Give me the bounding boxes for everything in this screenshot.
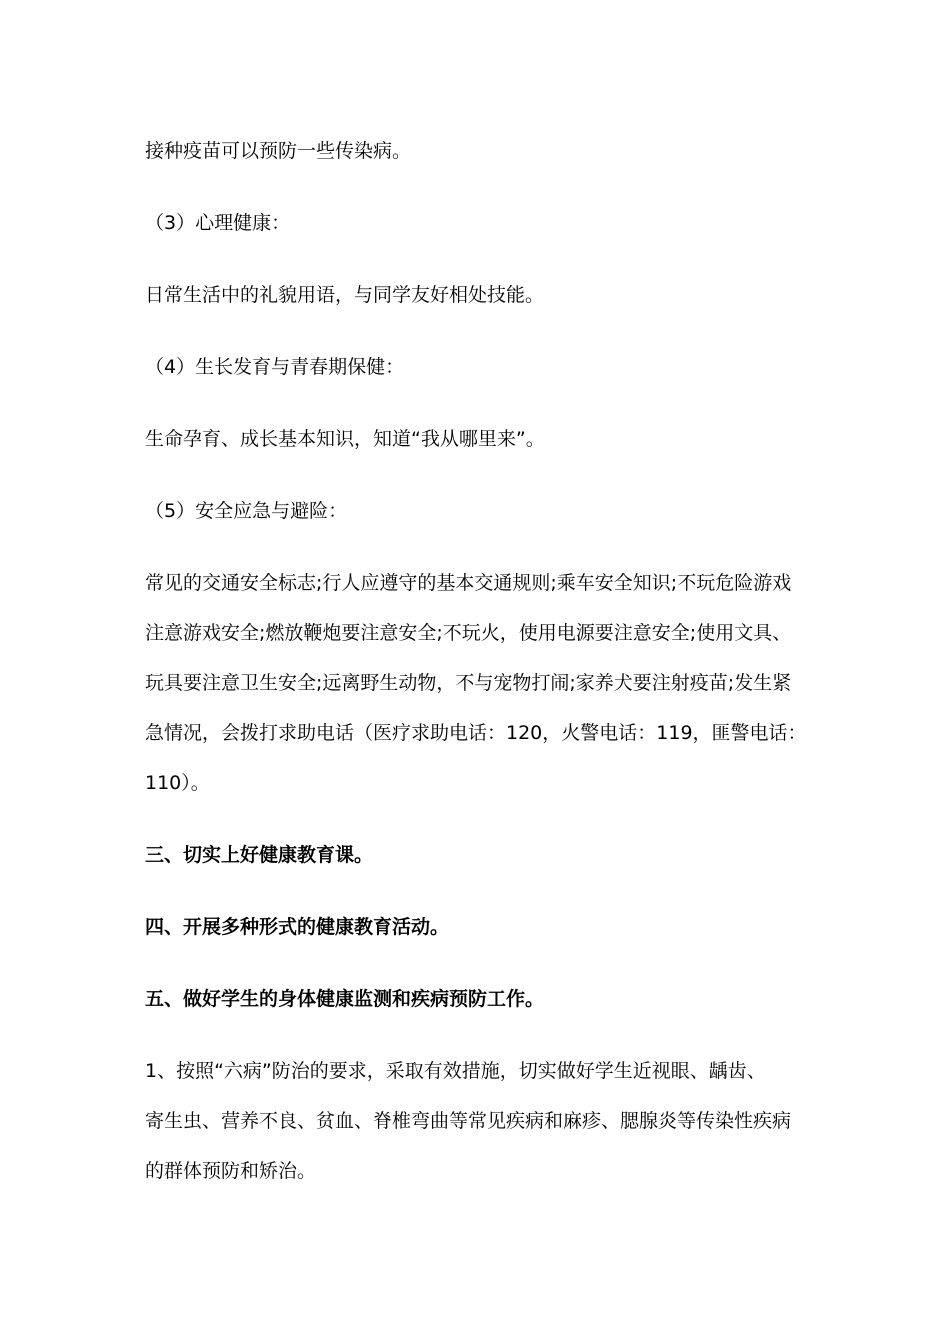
text-line: （5）安全应急与避险： xyxy=(145,500,348,522)
text-line: 注意游戏安全;燃放鞭炮要注意安全;不玩火，使用电源要注意安全;使用文具、 xyxy=(145,622,792,644)
text-line: 日常生活中的礼貌用语，与同学友好相处技能。 xyxy=(145,284,545,306)
paragraph-life-knowledge xyxy=(145,414,835,464)
paragraph-courtesy xyxy=(145,270,835,320)
text-line: 五、做好学生的身体健康监测和疾病预防工作。 xyxy=(145,988,545,1010)
text-line: 寄生虫、营养不良、贫血、脊椎弯曲等常见疾病和麻疹、腮腺炎等传染性疾病 xyxy=(145,1110,792,1132)
text-line: 三、切实上好健康教育课。 xyxy=(145,844,374,866)
text-line: 接种疫苗可以预防一些传染病。 xyxy=(145,140,412,162)
section-heading-4 xyxy=(145,902,835,952)
text-line: 四、开展多种形式的健康教育活动。 xyxy=(145,916,450,938)
heading-mental-health xyxy=(145,198,835,248)
section-heading-5 xyxy=(145,974,835,1024)
text-line: （4）生长发育与青春期保健： xyxy=(145,356,405,378)
heading-growth xyxy=(145,342,835,392)
text-line: 急情况，会拨打求助电话（医疗求助电话：120，火警电话：119，匪警电话： xyxy=(145,722,807,744)
text-line: 生命孕育、成长基本知识，知道“我从哪里来”。 xyxy=(145,428,545,450)
paragraph-vaccine xyxy=(145,126,835,176)
text-line: 玩具要注意卫生安全;远离野生动物，不与宠物打闹;家养犬要注射疫苗;发生紧 xyxy=(145,672,792,694)
text-line: 的群体预防和矫治。 xyxy=(145,1160,317,1182)
text-line: 常见的交通安全标志;行人应遵守的基本交通规则;乘车安全知识;不玩危险游戏 xyxy=(145,572,792,594)
paragraph-safety-details xyxy=(145,558,835,808)
text-line: 1、按照“六病”防治的要求，采取有效措施，切实做好学生近视眼、龋齿、 xyxy=(145,1060,766,1082)
text-line: 110）。 xyxy=(145,772,210,794)
section-heading-3 xyxy=(145,830,835,880)
paragraph-disease-prevention xyxy=(145,1046,835,1196)
heading-safety xyxy=(145,486,835,536)
text-line: （3）心理健康： xyxy=(145,212,291,234)
